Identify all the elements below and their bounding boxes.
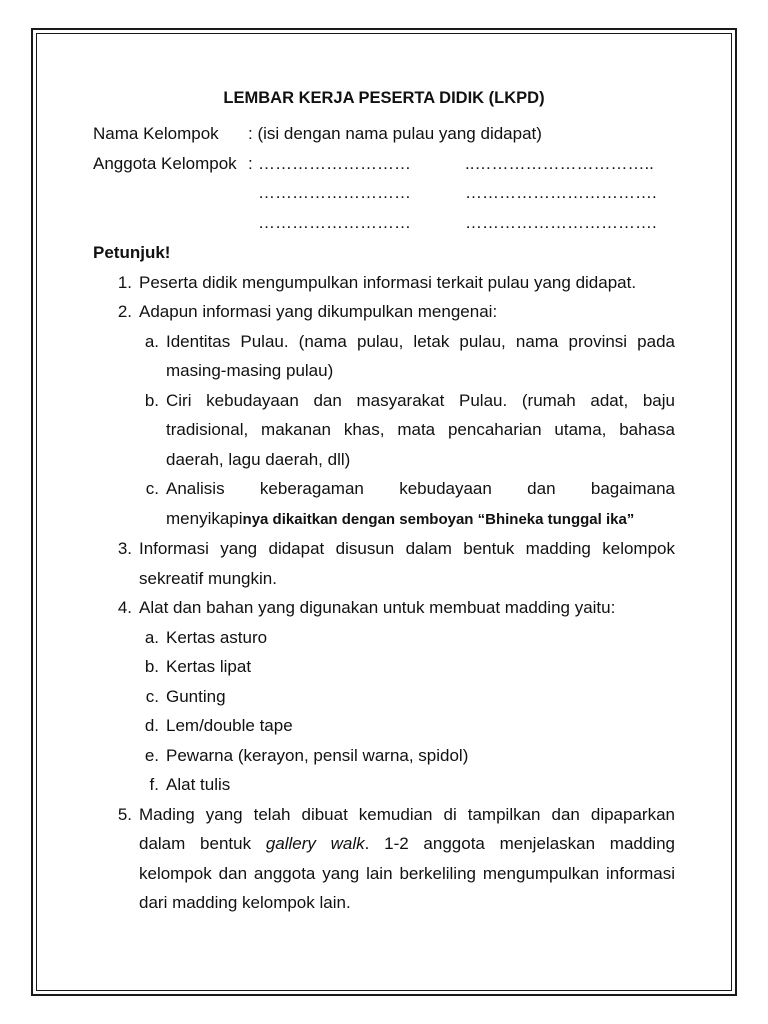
tool-text: Kertas lipat (166, 657, 252, 676)
sub-item-text (166, 474, 675, 534)
nama-kelompok-label: Nama Kelompok (93, 124, 219, 143)
item-text-part: . 1-2 anggota menjelaskan madding kelompok dan anggota yang lain berkeliling mengumpulkan informasi dari madding kelompok lain. (139, 834, 675, 912)
tool-text: Alat tulis (166, 775, 231, 794)
item-text: Alat dan bahan yang digunakan untuk membuat madding yaitu: (139, 598, 616, 617)
sub-item-fragment: menyikapi (166, 508, 243, 528)
gallery-walk-term: gallery walk (265, 834, 365, 853)
tool-item (93, 682, 675, 712)
tools-list (93, 623, 675, 800)
anggota-row-3 (93, 208, 675, 238)
tool-text: Gunting (166, 686, 226, 706)
member-blank: ……………………… (258, 212, 411, 232)
instructions-heading: Petunjuk! (93, 243, 171, 262)
tool-item (93, 770, 675, 800)
instruction-item (93, 268, 675, 298)
item-number: 5. (117, 804, 132, 824)
item-number: 4. (117, 598, 132, 617)
instruction-item (93, 297, 675, 327)
nama-kelompok-row (93, 119, 675, 149)
item-number: 2. (117, 302, 132, 321)
tool-item (93, 711, 675, 741)
tool-text: Kertas asturo (166, 627, 268, 647)
sub-item-letter: a. (144, 331, 159, 351)
item-text (139, 800, 675, 918)
sub-item (93, 474, 675, 534)
tool-letter: e. (144, 745, 159, 765)
sub-item-letter: b. (144, 390, 159, 410)
member-blank: ……………………………. (465, 183, 657, 202)
item-text: Informasi yang didapat disusun dalam bentuk madding kelompok sekreatif mungkin. (139, 539, 675, 588)
anggota-separator: : (248, 153, 253, 173)
tool-text: Lem/double tape (166, 716, 293, 735)
tool-letter: d. (144, 716, 159, 735)
worksheet-title: LEMBAR KERJA PESERTA DIDIK (LKPD) (223, 89, 545, 107)
semboyan-text: nya dikaitkan dengan semboyan “Bhineka tunggal ika” (242, 510, 635, 528)
anggota-row-1 (93, 149, 675, 179)
tool-letter: a. (144, 627, 159, 647)
item-text: Peserta didik mengumpulkan informasi terkait pulau yang didapat. (139, 272, 637, 292)
sub-item-line (166, 504, 675, 535)
item-text-part: Mading yang telah dibuat kemudian di tampilkan dan dipaparkan dalam bentuk (139, 804, 675, 853)
sub-item (93, 386, 675, 475)
nama-kelompok-value: : (isi dengan nama pulau yang didapat) (248, 124, 542, 143)
instruction-item (93, 800, 675, 918)
member-blank: ……………………… (258, 183, 411, 202)
member-blank: ……………………… (258, 153, 411, 173)
item-text: Adapun informasi yang dikumpulkan mengenai: (139, 302, 498, 321)
instruction-item (93, 534, 675, 593)
sub-item-line: Analisis keberagaman kebudayaan dan bagaimana (166, 479, 675, 498)
tool-item (93, 652, 675, 682)
instruction-item (93, 593, 675, 623)
sub-item (93, 327, 675, 386)
anggota-kelompok-label: Anggota Kelompok (93, 153, 237, 173)
sub-item-text: Ciri kebudayaan dan masyarakat Pulau. (rumah adat, baju tradisional, makanan khas, mata pencaharian utama, bahasa daerah, lagu daerah, dll) (166, 390, 675, 469)
member-blank: ..………………………….. (465, 153, 654, 173)
item-number: 3. (117, 539, 132, 558)
tool-text: Pewarna (kerayon, pensil warna, spidol) (166, 745, 469, 765)
anggota-row-2 (93, 178, 675, 208)
worksheet (93, 84, 675, 918)
tool-item (93, 623, 675, 653)
tool-letter: f. (149, 775, 159, 794)
sub-item-text: Identitas Pulau. (nama pulau, letak pulau, nama provinsi pada masing-masing pulau) (166, 331, 675, 380)
item-number: 1. (117, 272, 132, 292)
tool-item (93, 741, 675, 771)
member-blank: ……………………………. (465, 212, 657, 232)
sub-item-letter: c. (145, 479, 159, 498)
tool-letter: c. (145, 686, 159, 706)
tool-letter: b. (144, 657, 159, 676)
